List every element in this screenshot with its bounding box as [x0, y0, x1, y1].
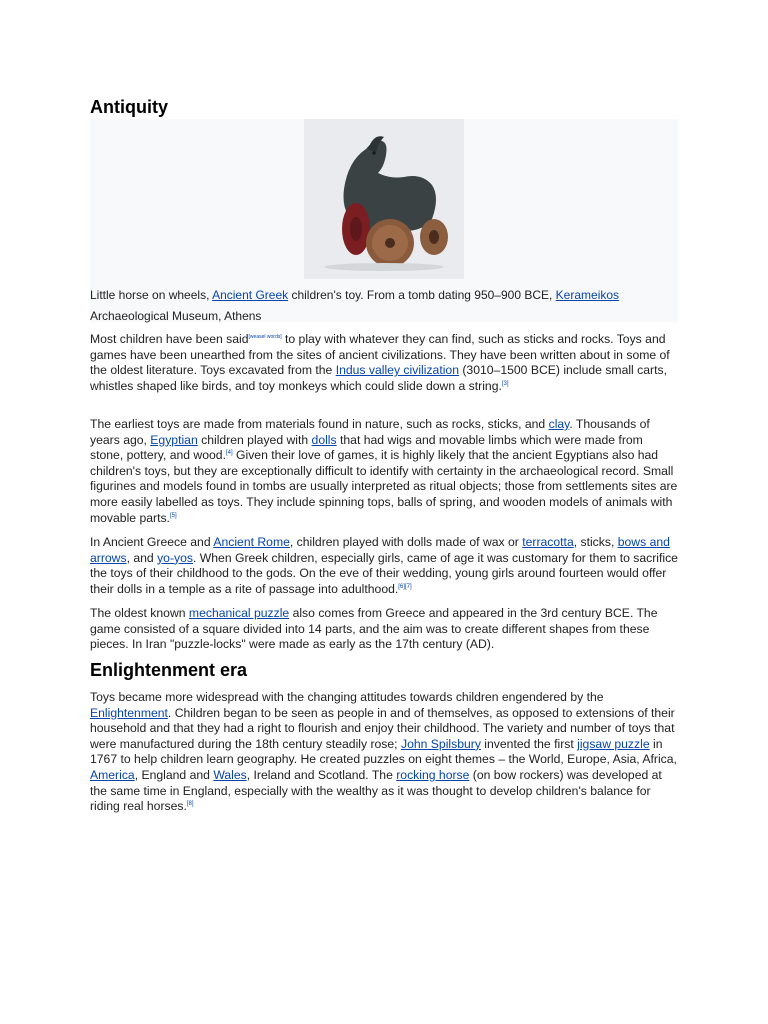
caption-text: Little horse on wheels, [90, 288, 213, 302]
paragraph-text: Toys became more widespread with the changing attitudes towards children engendered by the [90, 690, 604, 704]
link-egyptian[interactable]: Egyptian [150, 432, 198, 447]
paragraph-text: children played with [197, 432, 312, 447]
link-america[interactable]: America [90, 767, 135, 782]
reference-4[interactable]: [4] [225, 450, 233, 457]
paragraph-text: , Ireland and Scotland. The [246, 767, 397, 782]
link-indus-valley[interactable]: Indus valley civilization [335, 363, 459, 378]
paragraph-4 [90, 606, 678, 653]
link-rocking-horse[interactable]: rocking horse [396, 767, 470, 782]
paragraph-1 [90, 332, 678, 394]
paragraph-text: to play with whatever they can find, such as sticks and rocks. Toys and games have been unearthed from the sites of ancient civilizations. They have been written about in some of the oldest literature. Toys excavated from the [90, 332, 670, 378]
weasel-words-tag[interactable]: [weasel words] [248, 333, 282, 340]
link-terracotta[interactable]: terracotta [522, 535, 574, 549]
paragraph-text: in 1767 to help children learn geography. He created puzzles on eight themes – the World, Europe, Asia, Africa, [90, 736, 677, 767]
paragraph-text: (3010–1500 BCE) include small carts, whistles shaped like birds, and toy monkeys which could slide down a string. [90, 363, 667, 393]
link-ancient-greek[interactable]: Ancient Greek [212, 288, 289, 302]
paragraph-text: . When Greek children, especially girls, came of age it was customary for them to sacrifice the toys of their childhood to the gods. On the eve of their wedding, young girls around fourteen would offer their dolls in a temple as a rite of passage into adulthood. [90, 550, 678, 596]
section-heading-antiquity: Antiquity [90, 97, 168, 117]
link-dolls[interactable]: dolls [311, 432, 337, 447]
paragraph-text: , and [126, 550, 158, 565]
paragraph-5 [90, 690, 678, 815]
reference-5[interactable]: [5] [169, 512, 177, 519]
paragraph-text: In Ancient Greece and [90, 535, 214, 549]
paragraph-2 [90, 417, 678, 526]
paragraph-text: , England and [134, 767, 214, 782]
paragraph-text: , sticks, [573, 535, 618, 549]
link-wales[interactable]: Wales [213, 767, 247, 782]
link-bows-and-arrows[interactable]: bows and arrows [90, 535, 670, 565]
figure-box [90, 119, 678, 322]
paragraph-text: Given their love of games, it is highly likely that the ancient Egyptians also had children's toys, but they are exceptionally difficult to identify with certainty in the archaeological record. Small figurines and models found in tombs are usually interpreted as ritual objects; those from settlements sites are more easily labelled as toys. They include spinning tops, balls of spring, and wooden models of animals with movable parts. [90, 448, 678, 525]
link-enlightenment[interactable]: Enlightenment [90, 705, 168, 720]
link-mechanical-puzzle[interactable]: mechanical puzzle [188, 606, 290, 620]
link-kerameikos[interactable]: Kerameikos [555, 288, 620, 302]
paragraph-text: . Thousands of years ago, [90, 417, 650, 447]
caption-text: Archaeological Museum, Athens [90, 309, 262, 323]
paragraph-text: (on bow rockers) was developed at the same time in England, especially with the wealthy as it was thought to develop children's balance for riding real horses. [90, 767, 662, 814]
section-heading-enlightenment: Enlightenment era [90, 660, 248, 680]
paragraph-text: that had wigs and movable limbs which were made from stone, pottery, and wood. [90, 432, 643, 463]
figure-caption [90, 285, 678, 327]
link-jigsaw-puzzle[interactable]: jigsaw puzzle [577, 736, 650, 751]
link-yo-yos[interactable]: yo-yos [157, 550, 193, 565]
paragraph-text: , children played with dolls made of wax or [289, 535, 523, 549]
paragraph-text: . Children began to be seen as people in and of themselves, as opposed to extensions of their household and that they had a right to flourish and enjoy their childhood. The variety and number of toys that were manufactured during the 18th century steadily rose; [90, 705, 675, 751]
paragraph-text: also comes from Greece and appeared in the 3rd century BCE. The game consisted of a square divided into 14 parts, and the aim was to create different shapes from these pieces. In Iran "puzzle-locks" were made as early as the 17th century (AD). [90, 606, 658, 652]
horse-toy-image[interactable] [304, 119, 464, 279]
link-john-spilsbury[interactable]: John Spilsbury [400, 736, 481, 751]
paragraph-3 [90, 535, 678, 597]
link-clay[interactable]: clay [548, 417, 570, 431]
caption-text: children's toy. From a tomb dating 950–900 BCE, [288, 288, 556, 302]
link-ancient-rome[interactable]: Ancient Rome [213, 535, 290, 549]
paragraph-text: Most children have been said [90, 332, 249, 346]
paragraph-text: The oldest known [90, 606, 189, 620]
reference-3[interactable]: [3] [501, 380, 509, 387]
reference-8[interactable]: [8] [186, 801, 194, 808]
paragraph-text: The earliest toys are made from materials found in nature, such as rocks, sticks, and [90, 417, 549, 431]
reference-6-7[interactable]: [6][7] [398, 583, 412, 590]
horse-toy-icon [304, 119, 464, 279]
paragraph-text: invented the first [480, 736, 578, 751]
